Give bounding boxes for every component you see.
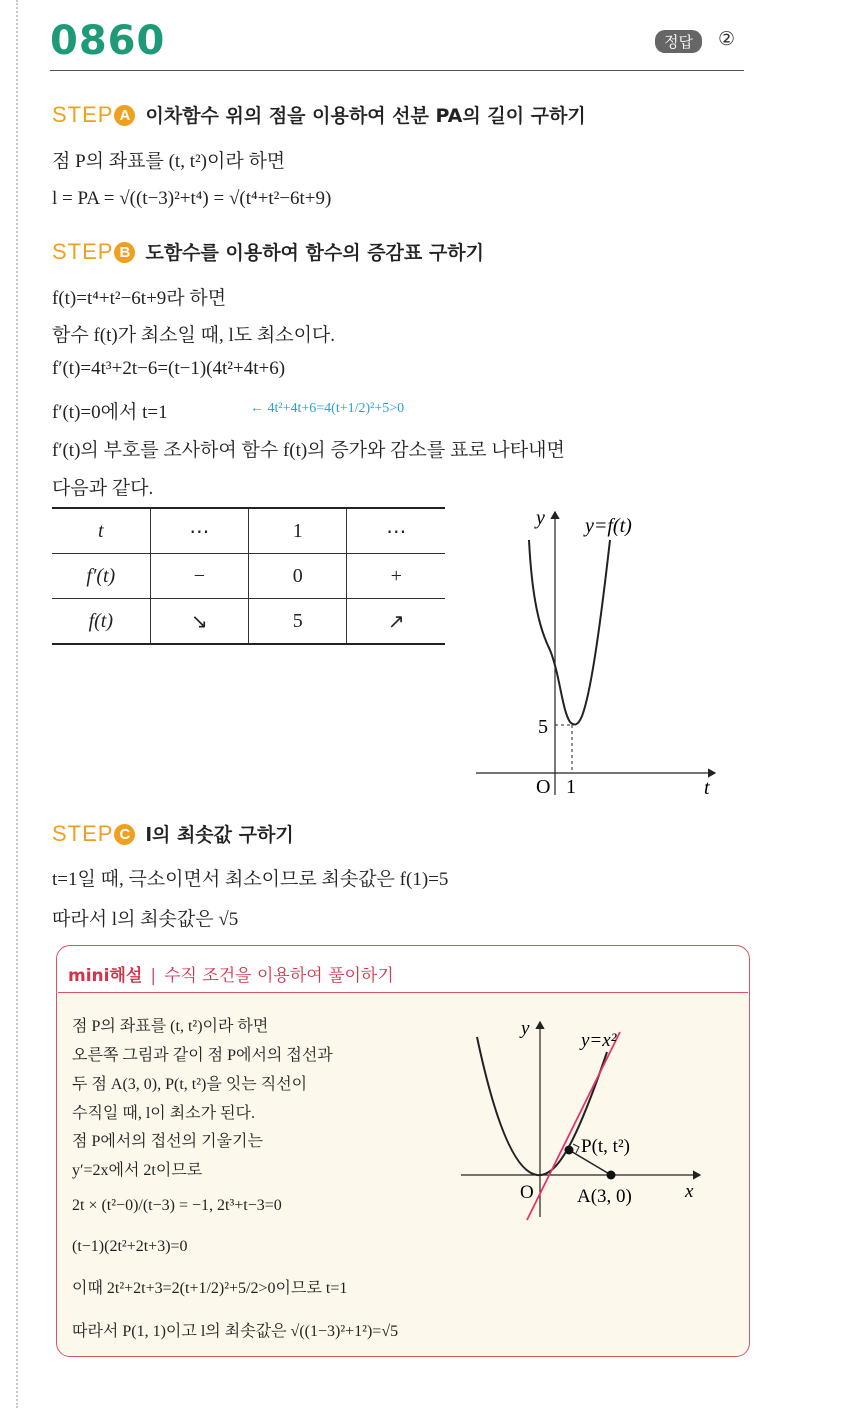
step-b-heading [52,238,484,265]
step-title: l의 최솟값 구하기 [145,824,294,846]
table-row [52,599,445,645]
right-angle-mark [573,1144,579,1153]
curve-label: y=f(t) [585,515,632,537]
step-b-side-note: ← 4t²+4t+6=4(t+1/2)²+5>0 [250,401,405,416]
step-c-heading [52,820,294,847]
table-cell: 5 [249,599,347,645]
x-axis-label: x [685,1181,694,1202]
table-cell: f′(t) [52,554,150,599]
table-cell: f(t) [52,599,150,645]
step-b-line-3: f′(t)=4t³+2t−6=(t−1)(4t²+4t+6) [52,358,286,379]
curve-f-t [529,540,610,724]
table-cell: 0 [249,554,347,599]
table-row [52,508,445,554]
mini-line-8: (t−1)(2t²+2t+3)=0 [72,1238,188,1255]
y-axis-label: y [536,507,545,529]
step-letter-badge: B [114,242,135,263]
table-row [52,554,445,599]
mini-solution-heading [68,961,394,986]
step-c-line-1: t=1일 때, 극소이면서 최소이므로 최솟값은 f(1)=5 [52,869,449,890]
curve-label: y=x² [581,1030,617,1051]
point-p-label: P(t, t²) [581,1136,630,1157]
point-p [565,1146,574,1155]
heading-divider: | [150,966,157,986]
step-letter-badge: C [114,824,135,845]
mini-line-1: 점 P의 좌표를 (t, t²)이라 하면 [72,1018,269,1035]
origin-label: O [536,776,551,798]
mini-line-10: 따라서 P(1, 1)이고 l의 최솟값은 √((1−3)²+1²)=√5 [72,1323,399,1340]
step-a-line-2: l = PA = √((t−3)²+t⁴) = √(t⁴+t²−6t+9) [52,188,332,209]
table-cell: t [52,508,150,554]
table-cell: ⋯ [150,508,249,554]
answer-value: ② [718,28,736,50]
table-cell: − [150,554,249,599]
table-cell: ⋯ [347,508,445,554]
point-a-label: A(3, 0) [577,1186,632,1207]
header-rule [50,70,744,71]
problem-number: 0860 [50,18,166,64]
table-cell: ↗ [347,599,445,645]
margin-dotted-line [16,0,18,1408]
t-axis-label: t [704,777,710,799]
table-cell: + [347,554,445,599]
step-b-line-1: f(t)=t⁴+t²−6t+9라 하면 [52,288,227,309]
step-a-heading [52,101,586,128]
mini-tag: mini해설 [68,966,143,986]
step-title: 도함수를 이용하여 함수의 증감표 구하기 [145,242,484,264]
table-cell: ↘ [150,599,249,645]
x-tick-1: 1 [566,776,576,798]
mini-line-9: 이때 2t²+2t+3=2(t+1/2)²+5/2>0이므로 t=1 [72,1280,348,1297]
graph-f-t [470,500,730,805]
origin-label: O [520,1182,534,1203]
step-c-line-2: 따라서 l의 최솟값은 √5 [52,909,239,930]
mini-line-3: 두 점 A(3, 0), P(t, t²)을 잇는 직선이 [72,1076,308,1093]
mini-line-7: 2t × (t²−0)/(t−3) = −1, 2t³+t−3=0 [72,1197,282,1214]
step-a-line-1: 점 P의 좌표를 (t, t²)이라 하면 [52,151,286,172]
mini-title: 수직 조건을 이용하여 풀이하기 [164,966,394,986]
y-axis-label: y [521,1018,530,1039]
step-b-line-5: f′(t)의 부호를 조사하여 함수 f(t)의 증가와 감소를 표로 나타내면 [52,440,565,461]
step-label: STEP [52,821,114,846]
step-b-line-2: 함수 f(t)가 최소일 때, l도 최소이다. [52,325,336,346]
table-cell: 1 [249,508,347,554]
increase-decrease-table [52,507,445,645]
mini-line-5: 점 P에서의 접선의 기울기는 [72,1133,263,1150]
answer-badge: 정답 [655,30,702,53]
graph-parabola [455,1012,715,1232]
mini-line-2: 오른쪽 그림과 같이 점 P에서의 접선과 [72,1047,333,1064]
y-tick-5: 5 [538,716,548,738]
step-label: STEP [52,239,114,264]
step-b-line-6: 다음과 같다. [52,478,154,499]
step-b-line-4: f′(t)=0에서 t=1 [52,402,168,423]
step-letter-badge: A [114,105,135,126]
mini-line-4: 수직일 때, l이 최소가 된다. [72,1105,256,1122]
point-a [607,1171,616,1180]
step-title: 이차함수 위의 점을 이용하여 선분 PA의 길이 구하기 [145,105,586,127]
mini-line-6: y′=2x에서 2t이므로 [72,1162,203,1179]
step-label: STEP [52,102,114,127]
